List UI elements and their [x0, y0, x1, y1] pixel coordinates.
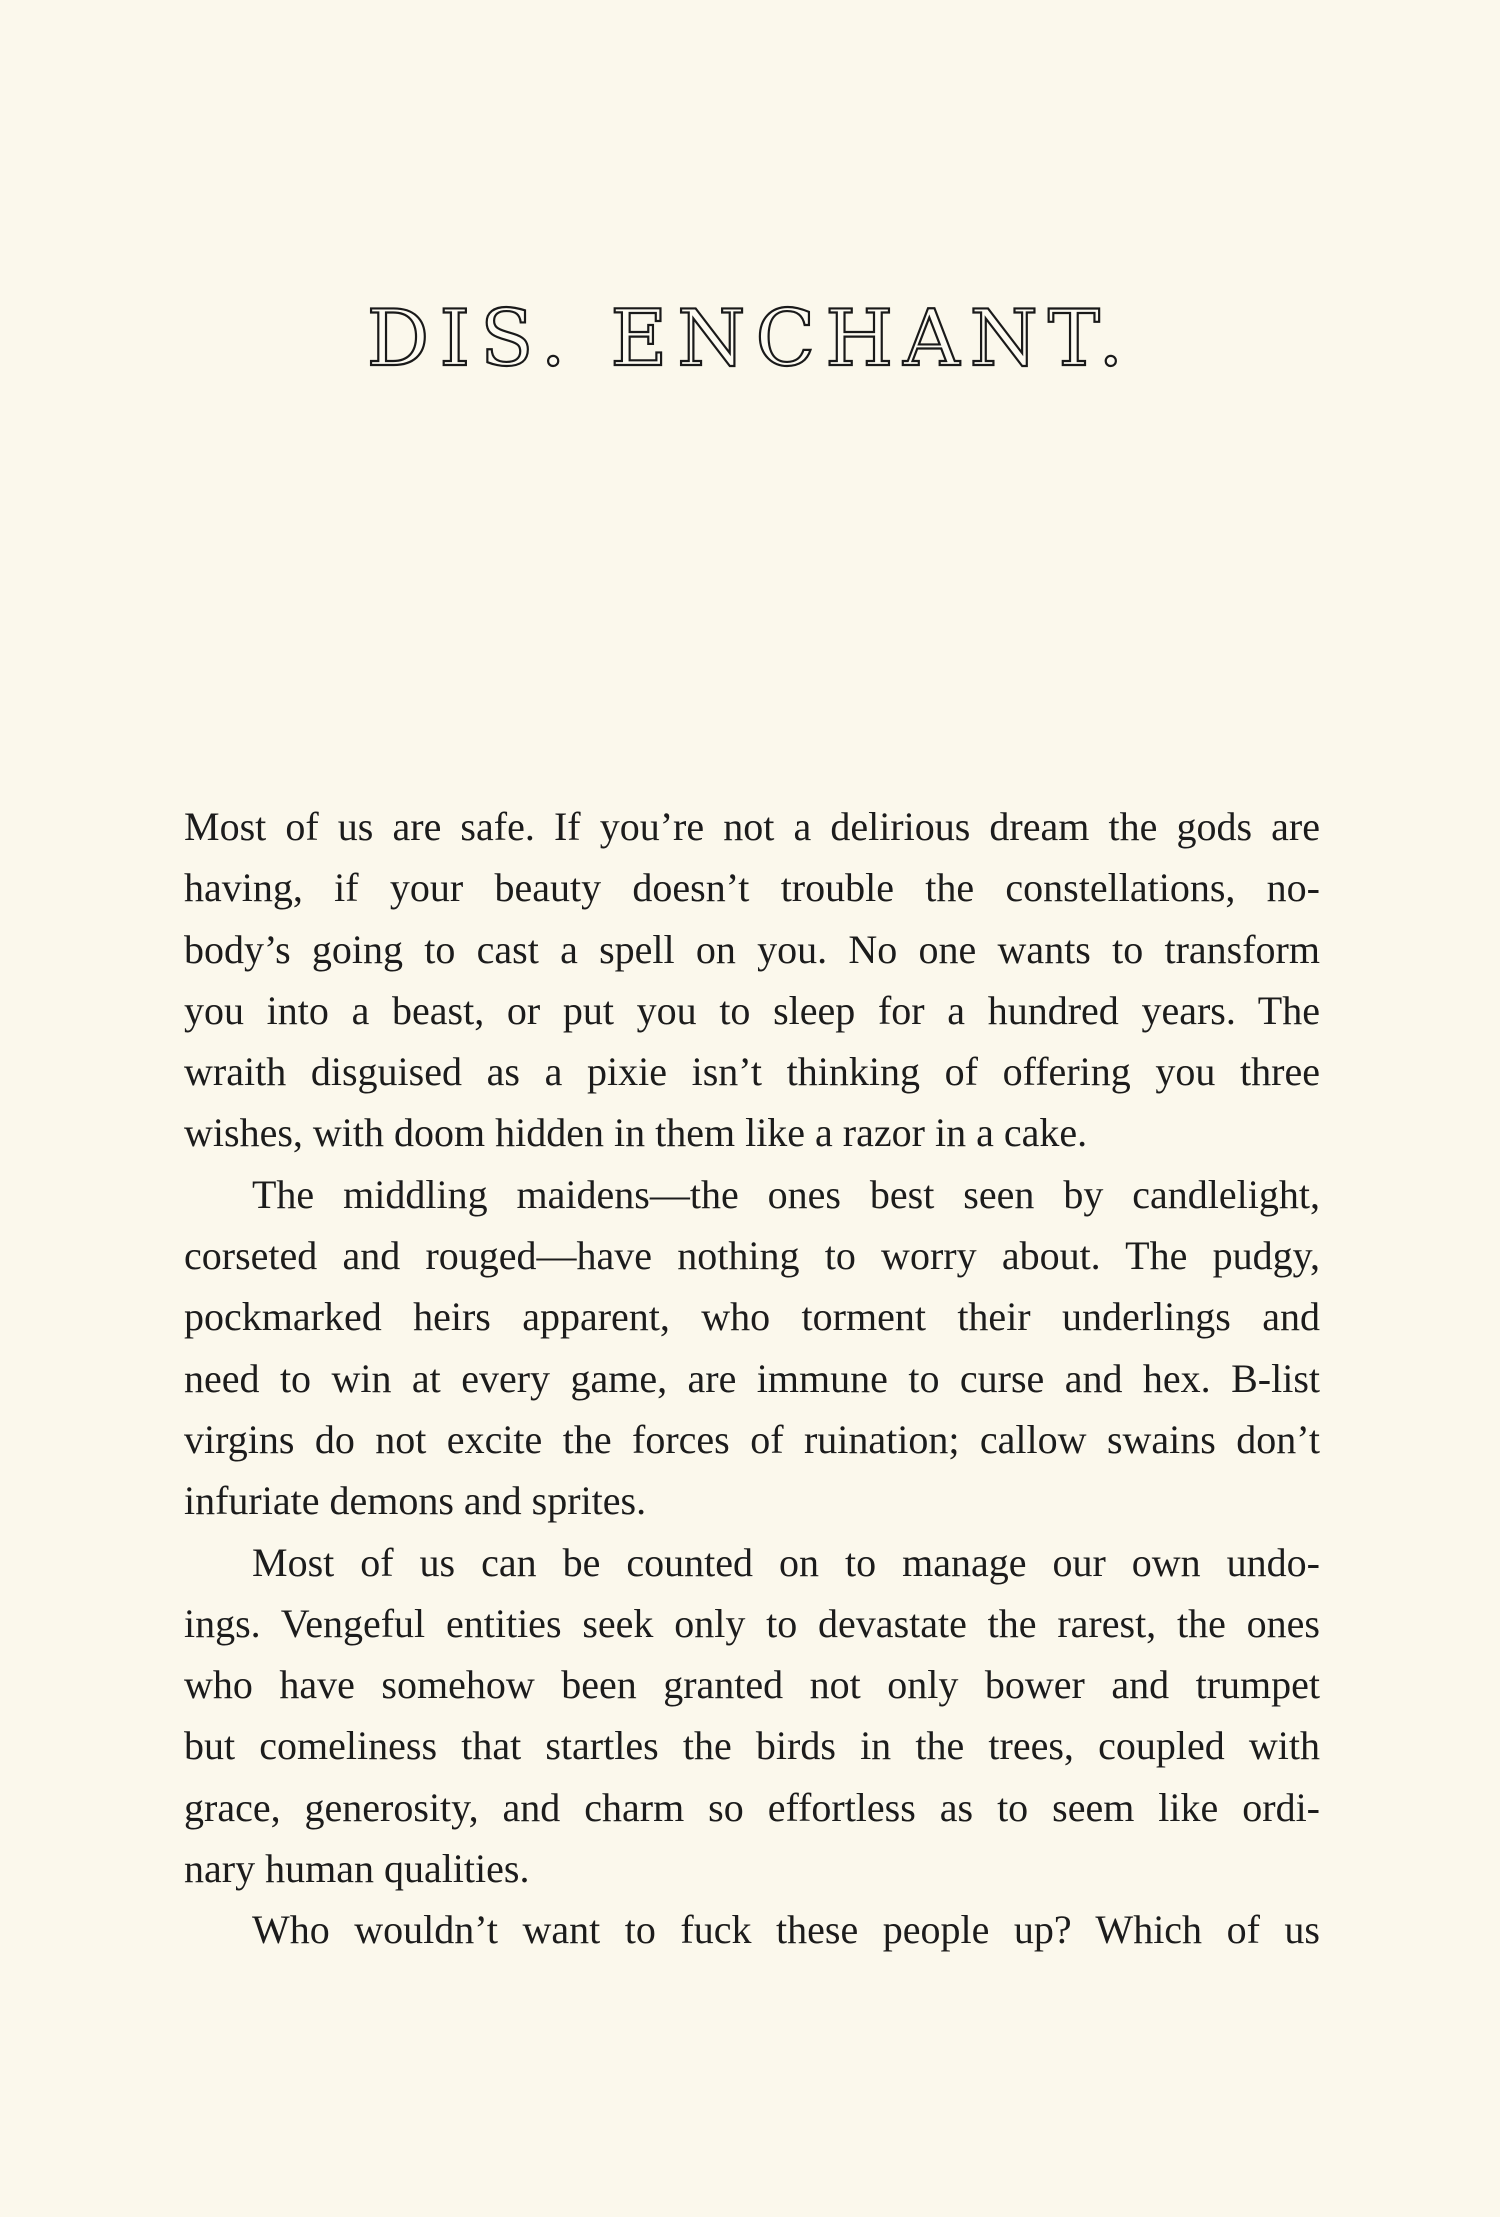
text-line: nary human qualities.: [184, 1846, 530, 1892]
text-line: wishes, with doom hidden in them like a razor in a cake.: [184, 1110, 1088, 1156]
text-line: Most of us are safe. If you’re not a delirious dream the gods are: [184, 804, 1320, 849]
text-line: Who wouldn’t want to fuck these people up? Which of us: [252, 1907, 1320, 1953]
text-line: infuriate demons and sprites.: [184, 1478, 647, 1524]
text-line: need to win at every game, are immune to curse and hex. B-list: [184, 1355, 1320, 1401]
text-line: ings. Vengeful entities seek only to devastate the rarest, the ones: [184, 1600, 1320, 1646]
text-line: who have somehow been granted not only bower and trumpet: [184, 1662, 1320, 1708]
text-line: grace, generosity, and charm so effortless as to seem like ordi-: [184, 1784, 1320, 1830]
text-line: virgins do not excite the forces of ruination; callow swains don’t: [184, 1416, 1320, 1462]
text-line: body’s going to cast a spell on you. No one wants to transform: [184, 926, 1320, 972]
text-line: Most of us can be counted on to manage our own undo-: [252, 1539, 1320, 1585]
body-text: [184, 796, 1320, 1961]
text-line: wraith disguised as a pixie isn’t thinking of offering you three: [184, 1049, 1320, 1095]
text-line: pockmarked heirs apparent, who torment their underlings and: [184, 1294, 1320, 1340]
text-line: having, if your beauty doesn’t trouble the constellations, no-: [184, 865, 1320, 911]
text-line: The middling maidens—the ones best seen by candlelight,: [252, 1171, 1320, 1217]
chapter-title: DIS. ENCHANT.: [366, 294, 1134, 384]
text-line: but comeliness that startles the birds in the trees, coupled with: [184, 1723, 1320, 1769]
text-line: corseted and rouged—have nothing to worry about. The pudgy,: [184, 1233, 1320, 1279]
text-line: you into a beast, or put you to sleep for a hundred years. The: [184, 987, 1320, 1033]
